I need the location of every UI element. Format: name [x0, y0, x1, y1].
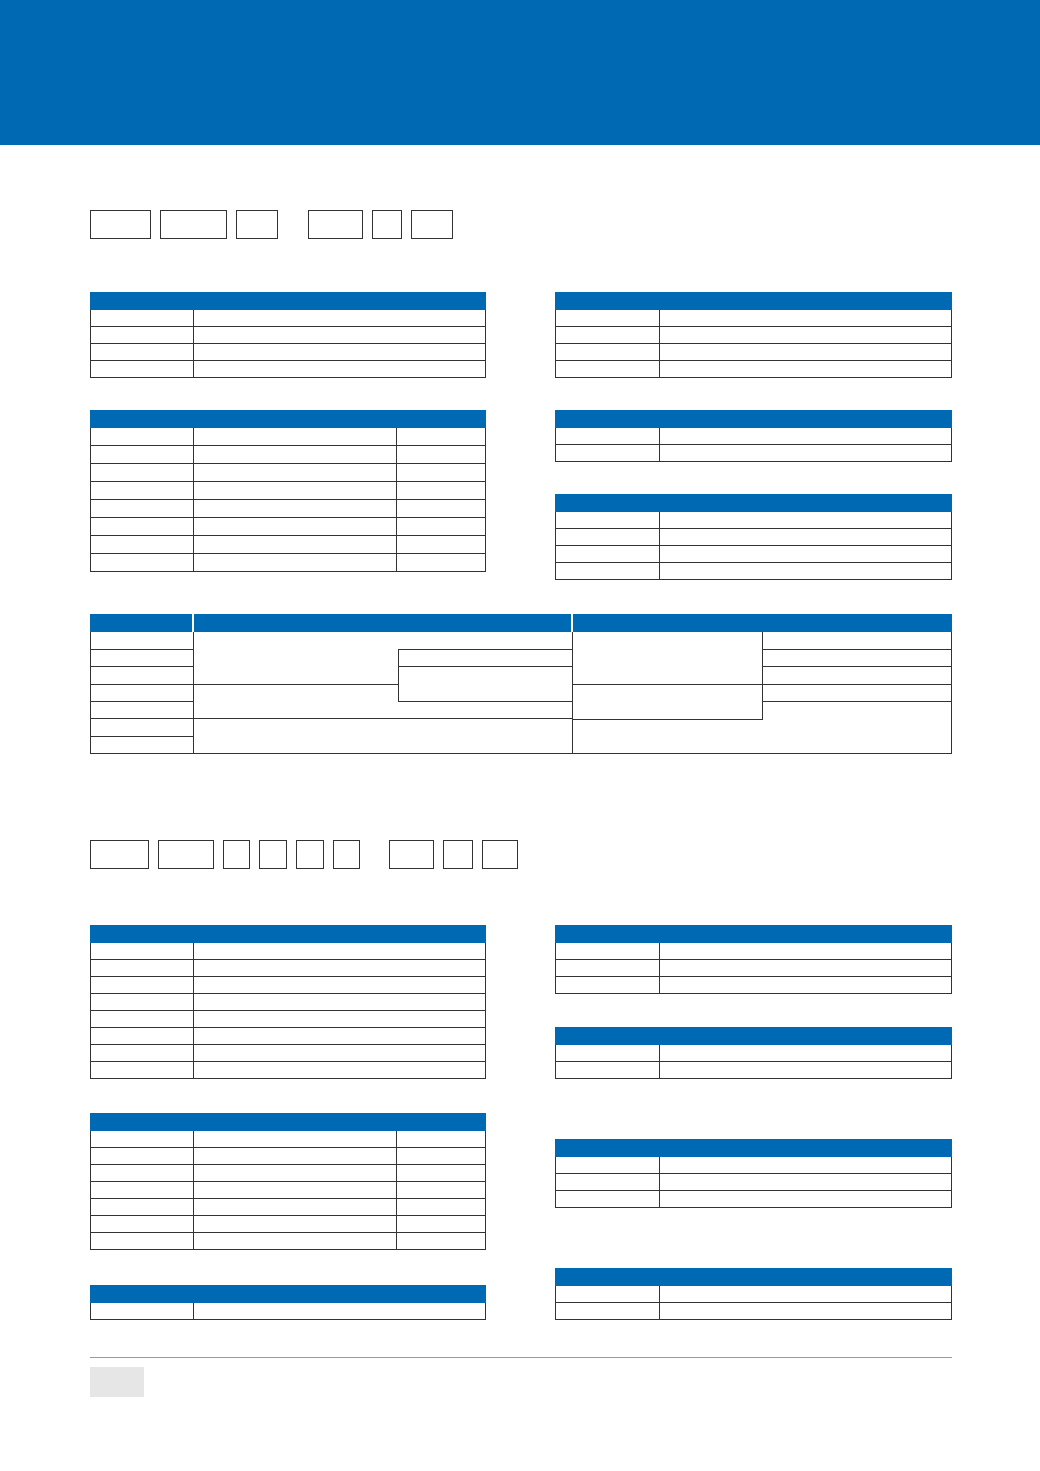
table-cell	[660, 943, 952, 960]
table-cell	[91, 960, 194, 977]
table-border	[398, 701, 573, 702]
table-cell	[194, 1303, 486, 1320]
code-box	[236, 210, 278, 239]
table-row	[91, 1028, 486, 1045]
table-cell	[194, 1045, 486, 1062]
table-cell	[194, 1233, 397, 1250]
table-header-cell	[91, 411, 194, 428]
table-row	[91, 554, 486, 572]
table-cell	[556, 1157, 660, 1174]
table-cell	[660, 327, 952, 344]
table-cell	[194, 554, 397, 572]
table-cell	[660, 512, 952, 529]
table-header-cell	[194, 926, 486, 943]
spec-table	[90, 1113, 486, 1250]
table-header-cell	[660, 1028, 952, 1045]
table-row	[91, 977, 486, 994]
table-row	[91, 1011, 486, 1028]
spec-table	[555, 1027, 952, 1079]
table-header-cell	[90, 614, 192, 632]
table-cell	[660, 1062, 952, 1079]
code-box	[158, 840, 214, 869]
table-cell	[556, 1045, 660, 1062]
code-box	[482, 840, 518, 869]
table-border	[951, 632, 952, 754]
spec-table	[555, 1268, 952, 1320]
table-cell	[91, 446, 194, 464]
table-cell	[194, 1028, 486, 1045]
table-border	[90, 736, 194, 737]
table-header-cell	[660, 926, 952, 943]
table-border	[194, 718, 573, 719]
table-cell	[91, 536, 194, 554]
table-cell	[397, 1148, 486, 1165]
table-cell	[556, 445, 660, 462]
table-cell	[91, 500, 194, 518]
table-cell	[556, 943, 660, 960]
table-cell	[397, 554, 486, 572]
table-cell	[556, 361, 660, 378]
table-cell	[194, 344, 486, 361]
page-number-box	[90, 1367, 144, 1397]
table-row	[556, 960, 952, 977]
spec-table	[90, 410, 486, 572]
code-box	[372, 210, 402, 239]
table-cell	[556, 563, 660, 580]
table-cell	[194, 1182, 397, 1199]
code-box	[308, 210, 363, 239]
table-header-cell	[660, 495, 952, 512]
table-border	[572, 632, 573, 754]
table-row	[91, 1131, 486, 1148]
table-header-cell	[194, 411, 397, 428]
table-cell	[660, 361, 952, 378]
table-cell	[91, 1233, 194, 1250]
table-header-cell	[194, 293, 486, 310]
table-row	[91, 310, 486, 327]
table-border	[762, 632, 763, 720]
table-cell	[194, 1148, 397, 1165]
table-cell	[194, 1131, 397, 1148]
table-cell	[194, 1216, 397, 1233]
table-cell	[397, 1131, 486, 1148]
table-cell	[660, 1174, 952, 1191]
table-border	[573, 684, 763, 685]
table-border	[90, 684, 194, 685]
table-cell	[194, 310, 486, 327]
table-cell	[194, 327, 486, 344]
table-row	[91, 943, 486, 960]
table-row	[556, 546, 952, 563]
table-cell	[91, 518, 194, 536]
table-header-cell	[91, 1114, 194, 1131]
table-header-cell	[660, 411, 952, 428]
table-cell	[556, 1303, 660, 1320]
table-row	[91, 428, 486, 446]
table-row	[91, 994, 486, 1011]
table-cell	[91, 1199, 194, 1216]
table-header-cell	[91, 293, 194, 310]
table-header-cell	[660, 1140, 952, 1157]
table-cell	[91, 464, 194, 482]
table-border	[398, 649, 399, 702]
table-row	[91, 344, 486, 361]
header-banner	[0, 0, 1040, 145]
table-cell	[397, 518, 486, 536]
code-box	[160, 210, 227, 239]
table-border	[573, 719, 763, 720]
table-row	[556, 943, 952, 960]
table-cell	[660, 546, 952, 563]
code-box	[223, 840, 250, 869]
table-header-cell	[194, 1114, 397, 1131]
spec-table	[555, 410, 952, 462]
table-row	[556, 977, 952, 994]
table-cell	[91, 1148, 194, 1165]
table-row	[91, 536, 486, 554]
table-border	[90, 666, 194, 667]
table-row	[91, 482, 486, 500]
table-cell	[660, 1286, 952, 1303]
table-cell	[194, 464, 397, 482]
table-cell	[194, 977, 486, 994]
table-header-cell	[556, 926, 660, 943]
table-border	[194, 684, 399, 685]
table-cell	[91, 1182, 194, 1199]
table-row	[91, 1199, 486, 1216]
table-cell	[556, 1286, 660, 1303]
table-row	[556, 1045, 952, 1062]
table-cell	[397, 1216, 486, 1233]
table-row	[91, 518, 486, 536]
code-box	[411, 210, 453, 239]
table-cell	[556, 428, 660, 445]
table-cell	[660, 310, 952, 327]
table-cell	[660, 1303, 952, 1320]
table-row	[556, 361, 952, 378]
code-box	[443, 840, 473, 869]
table-cell	[556, 310, 660, 327]
table-cell	[194, 361, 486, 378]
spec-table	[90, 1285, 486, 1320]
table-border	[398, 666, 573, 667]
table-row	[556, 344, 952, 361]
table-cell	[660, 344, 952, 361]
table-row	[91, 500, 486, 518]
code-box	[90, 210, 151, 239]
table-row	[556, 512, 952, 529]
table-row	[556, 1191, 952, 1208]
table-cell	[91, 344, 194, 361]
table-cell	[660, 529, 952, 546]
table-header-cell	[556, 495, 660, 512]
table-cell	[194, 1011, 486, 1028]
table-cell	[194, 1062, 486, 1079]
table-border	[90, 701, 194, 702]
table-row	[91, 1233, 486, 1250]
table-cell	[660, 1045, 952, 1062]
table-cell	[91, 1216, 194, 1233]
table-cell	[91, 994, 194, 1011]
table-row	[91, 464, 486, 482]
table-cell	[556, 1174, 660, 1191]
table-border	[762, 649, 952, 650]
table-header-cell	[397, 411, 486, 428]
table-border	[762, 684, 952, 685]
table-row	[91, 446, 486, 464]
spec-table	[555, 925, 952, 994]
table-cell	[556, 1062, 660, 1079]
table-cell	[91, 361, 194, 378]
table-header-cell	[660, 1269, 952, 1286]
table-cell	[194, 518, 397, 536]
table-cell	[556, 1191, 660, 1208]
table-cell	[91, 977, 194, 994]
table-row	[556, 563, 952, 580]
table-cell	[660, 428, 952, 445]
table-cell	[397, 1199, 486, 1216]
table-row	[91, 1182, 486, 1199]
complex-spec-table	[90, 614, 952, 754]
footer-divider	[90, 1357, 952, 1358]
table-cell	[91, 327, 194, 344]
table-cell	[660, 1157, 952, 1174]
table-cell	[91, 1062, 194, 1079]
table-border	[762, 666, 952, 667]
table-row	[91, 1045, 486, 1062]
table-row	[91, 1165, 486, 1182]
table-cell	[660, 1191, 952, 1208]
table-cell	[194, 960, 486, 977]
table-cell	[194, 943, 486, 960]
table-row	[91, 1062, 486, 1079]
table-cell	[556, 960, 660, 977]
table-row	[556, 428, 952, 445]
spec-table	[555, 292, 952, 378]
table-cell	[194, 536, 397, 554]
code-box	[333, 840, 360, 869]
table-header-cell	[91, 926, 194, 943]
table-cell	[660, 445, 952, 462]
table-cell	[556, 546, 660, 563]
table-cell	[194, 500, 397, 518]
table-header-cell	[573, 614, 952, 632]
table-row	[556, 327, 952, 344]
table-border	[762, 701, 952, 702]
table-row	[91, 960, 486, 977]
table-header-cell	[194, 614, 571, 632]
spec-table	[555, 494, 952, 580]
table-cell	[194, 1165, 397, 1182]
table-header-cell	[556, 293, 660, 310]
table-cell	[556, 344, 660, 361]
table-cell	[397, 1182, 486, 1199]
table-cell	[397, 536, 486, 554]
table-row	[556, 1174, 952, 1191]
table-cell	[91, 1131, 194, 1148]
table-row	[91, 327, 486, 344]
table-header-cell	[556, 1028, 660, 1045]
table-cell	[91, 1028, 194, 1045]
table-cell	[91, 1165, 194, 1182]
code-box	[389, 840, 434, 869]
code-box	[90, 840, 149, 869]
table-header-cell	[397, 1114, 486, 1131]
table-cell	[91, 943, 194, 960]
table-row	[91, 361, 486, 378]
table-cell	[91, 1303, 194, 1320]
table-border	[90, 718, 194, 719]
table-header-cell	[194, 1286, 486, 1303]
code-box	[259, 840, 287, 869]
table-cell	[91, 482, 194, 500]
table-cell	[660, 563, 952, 580]
table-cell	[397, 446, 486, 464]
table-cell	[397, 500, 486, 518]
spec-table	[555, 1139, 952, 1208]
table-row	[556, 1157, 952, 1174]
spec-table	[90, 292, 486, 378]
table-cell	[397, 464, 486, 482]
table-cell	[397, 1165, 486, 1182]
table-cell	[660, 960, 952, 977]
table-header-cell	[660, 293, 952, 310]
table-cell	[194, 446, 397, 464]
table-cell	[91, 554, 194, 572]
table-header-cell	[556, 1269, 660, 1286]
table-header-cell	[91, 1286, 194, 1303]
table-cell	[556, 512, 660, 529]
table-cell	[556, 327, 660, 344]
table-cell	[397, 1233, 486, 1250]
table-row	[91, 1148, 486, 1165]
table-border	[398, 649, 573, 650]
table-cell	[397, 428, 486, 446]
table-cell	[556, 529, 660, 546]
spec-table	[90, 925, 486, 1079]
table-row	[556, 445, 952, 462]
table-row	[556, 1303, 952, 1320]
table-row	[91, 1303, 486, 1320]
table-cell	[194, 428, 397, 446]
table-header-cell	[556, 411, 660, 428]
table-cell	[556, 977, 660, 994]
table-border	[90, 753, 952, 754]
table-row	[556, 310, 952, 327]
table-border	[90, 649, 194, 650]
table-cell	[91, 1045, 194, 1062]
table-row	[556, 1062, 952, 1079]
code-box	[296, 840, 324, 869]
table-cell	[397, 482, 486, 500]
table-cell	[91, 428, 194, 446]
table-cell	[660, 977, 952, 994]
table-header-cell	[556, 1140, 660, 1157]
table-cell	[194, 482, 397, 500]
table-row	[556, 529, 952, 546]
table-cell	[91, 1011, 194, 1028]
table-row	[556, 1286, 952, 1303]
table-cell	[194, 994, 486, 1011]
table-cell	[194, 1199, 397, 1216]
table-cell	[91, 310, 194, 327]
table-row	[91, 1216, 486, 1233]
